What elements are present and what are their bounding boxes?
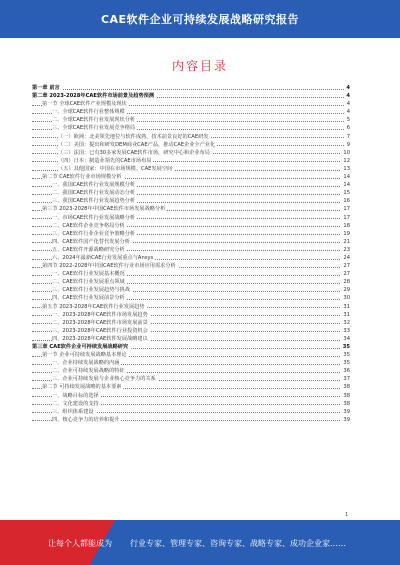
footer-slogan-right: 行业专家、管理专家、咨询专家、战略专家、成功企业家…… bbox=[130, 539, 346, 548]
report-title: CAE软件企业可持续发展战略研究报告 bbox=[100, 13, 300, 26]
toc-entry-page: 6 bbox=[346, 125, 350, 132]
toc-entry-title: （三）法国：已有30多家发展CAE软件市场，研究中心和企业布局 bbox=[58, 149, 210, 156]
toc-entry-page: 4 bbox=[346, 85, 350, 91]
toc-entry-title: 第三章 CAE软件企业可持续发展战略研究 bbox=[32, 344, 129, 350]
toc-entry[interactable] bbox=[32, 416, 350, 424]
toc-entry[interactable] bbox=[32, 278, 350, 286]
toc-entry-page: 13 bbox=[343, 165, 350, 172]
toc-entry-page: 29 bbox=[343, 287, 350, 294]
toc-entry[interactable] bbox=[32, 270, 350, 278]
toc-entry-page: 14 bbox=[343, 182, 350, 189]
toc-entry-page: 16 bbox=[343, 198, 350, 205]
toc-entry-page: 35 bbox=[342, 344, 350, 350]
toc-entry[interactable] bbox=[32, 286, 350, 294]
toc-entry-title: 四、CAE软件国产化替代发展分析 bbox=[52, 238, 130, 245]
toc-entry[interactable] bbox=[32, 214, 350, 222]
toc-entry-title: 第一节 全球CAE软件产业规模及现状 bbox=[42, 101, 127, 108]
toc-entry-page: 27 bbox=[343, 263, 350, 270]
toc-entry-title: 第四节 2022-2028年中国CAE软件行业市场应用需求分析 bbox=[42, 263, 176, 270]
toc-entry[interactable] bbox=[32, 100, 350, 108]
toc-entry-title: 第三节 2023-2028年中国CAE软件市场发展战略分析 bbox=[42, 206, 166, 213]
toc-entry-title: 第一章 前言 bbox=[32, 85, 60, 91]
table-of-contents bbox=[32, 84, 350, 424]
toc-entry[interactable] bbox=[32, 116, 350, 124]
toc-entry-page: 19 bbox=[343, 230, 350, 237]
toc-entry-page: 4 bbox=[346, 109, 350, 116]
toc-entry[interactable] bbox=[32, 262, 350, 270]
toc-entry-title: 一、企业持续发展战略的内涵 bbox=[52, 360, 120, 367]
toc-entry-page: 15 bbox=[343, 190, 350, 197]
toc-entry-page: 9 bbox=[346, 141, 350, 148]
toc-entry[interactable] bbox=[32, 392, 350, 400]
toc-entry[interactable] bbox=[32, 173, 350, 181]
toc-entry[interactable] bbox=[32, 222, 350, 230]
toc-entry-title: 一、市场CAE软件行业发展战略分析 bbox=[52, 214, 136, 221]
toc-entry[interactable] bbox=[32, 181, 350, 189]
toc-entry-title: 二、全球CAE软件行业发展现状分析 bbox=[52, 117, 136, 124]
toc-entry[interactable] bbox=[32, 165, 350, 173]
toc-entry-title: 五、CAE软件开源战略研究分析 bbox=[52, 246, 125, 253]
toc-entry[interactable] bbox=[32, 230, 350, 238]
toc-entry-title: 二、2023-2028年CAE软件市场发展前景 bbox=[52, 319, 148, 326]
toc-entry-page: 4 bbox=[346, 93, 350, 100]
toc-entry[interactable] bbox=[32, 197, 350, 205]
toc-entry[interactable] bbox=[32, 133, 350, 141]
toc-entry-title: 二、企业可持续发展战略的特征 bbox=[52, 368, 125, 375]
toc-entry[interactable] bbox=[32, 367, 350, 375]
toc-entry-title: 三、企业可持续发展与企业核心竞争力的关系 bbox=[52, 376, 156, 383]
toc-entry[interactable] bbox=[32, 383, 350, 391]
toc-entry[interactable] bbox=[32, 335, 350, 343]
toc-entry-page: 38 bbox=[343, 400, 350, 407]
toc-entry-page: 18 bbox=[343, 222, 350, 229]
toc-entry[interactable] bbox=[32, 254, 350, 262]
toc-entry-title: 三、CAE软件行业发展趋势与挑战 bbox=[52, 287, 130, 294]
toc-entry[interactable] bbox=[32, 319, 350, 327]
toc-entry-title: 三、组织体系建设 bbox=[52, 408, 94, 415]
toc-heading: 内容目录 bbox=[171, 59, 228, 73]
toc-entry-title: 第二节 可持续发展战略的基本要素 bbox=[42, 384, 122, 391]
toc-entry-page: 34 bbox=[343, 335, 350, 342]
toc-entry-title: 第二节 CAE软件行业市场规模分析 bbox=[42, 174, 122, 181]
toc-entry-title: 二、CAE软件企业竞争格局分析 bbox=[52, 222, 125, 229]
toc-entry-title: （四）日本：制造业领先的CAE市场布局 bbox=[58, 157, 152, 164]
toc-entry-title: 四、核心竞争力的培养和提升 bbox=[52, 416, 120, 423]
toc-entry-title: 二、文化建设的支持 bbox=[52, 400, 99, 407]
toc-entry-page: 31 bbox=[343, 311, 350, 318]
toc-entry-title: 一、全球CAE软件行业整体规模 bbox=[52, 109, 125, 116]
report-header bbox=[0, 0, 400, 38]
toc-entry-page: 7 bbox=[346, 133, 350, 140]
toc-entry[interactable] bbox=[32, 189, 350, 197]
toc-entry-title: 二、CAE软件行业发展重点领域 bbox=[52, 279, 125, 286]
toc-entry-title: 第二章 2023-2028年CAE软件市场前景及趋势预测 bbox=[32, 93, 155, 100]
toc-entry-page: 27 bbox=[343, 271, 350, 278]
toc-entry[interactable] bbox=[32, 246, 350, 254]
toc-entry-title: 第五节 2023-2028年CAE软件行业发展趋势 bbox=[42, 303, 145, 310]
toc-entry-page: 17 bbox=[343, 206, 350, 213]
toc-entry[interactable] bbox=[32, 238, 350, 246]
toc-entry-title: 一、战略目标的选择 bbox=[52, 392, 99, 399]
toc-entry-page: 31 bbox=[343, 303, 350, 310]
toc-entry[interactable] bbox=[32, 294, 350, 302]
toc-entry[interactable] bbox=[32, 327, 350, 335]
toc-entry-page: 12 bbox=[343, 157, 350, 164]
toc-entry-page: 24 bbox=[343, 254, 350, 261]
toc-entry[interactable] bbox=[32, 84, 350, 92]
toc-entry[interactable] bbox=[32, 149, 350, 157]
toc-entry-page: 39 bbox=[343, 416, 350, 423]
toc-entry-page: 21 bbox=[343, 238, 350, 245]
toc-entry-title: 三、我国CAE软件行业发展趋势分析 bbox=[52, 198, 136, 205]
toc-entry-page: 17 bbox=[343, 214, 350, 221]
footer-banner bbox=[0, 520, 400, 565]
toc-entry-page: 32 bbox=[343, 319, 350, 326]
toc-entry-page: 4 bbox=[346, 101, 350, 108]
toc-entry-page: 38 bbox=[343, 392, 350, 399]
toc-entry[interactable] bbox=[32, 359, 350, 367]
toc-entry-page: 37 bbox=[343, 376, 350, 383]
toc-entry-title: （二）美国：提出和研发DEM商业CAE产品，推动CAE企业全产业化 bbox=[58, 141, 216, 148]
toc-entry-title: （一）欧洲：北美领先地位与软件成熟，技术前景良好的CAE研发 bbox=[58, 133, 209, 140]
toc-entry[interactable] bbox=[32, 141, 350, 149]
toc-entry-page: 30 bbox=[343, 295, 350, 302]
toc-entry-page: 14 bbox=[343, 174, 350, 181]
toc-entry[interactable] bbox=[32, 311, 350, 319]
toc-entry-title: 四、2023-2028年CAE软件发展战略建议 bbox=[52, 335, 148, 342]
toc-entry-page: 5 bbox=[346, 117, 350, 124]
toc-entry-title: 三、CAE软件行业企业竞争策略分析 bbox=[52, 230, 136, 237]
toc-entry-page: 35 bbox=[343, 352, 350, 359]
page-mark: 1 bbox=[345, 512, 349, 518]
toc-entry-page: 10 bbox=[343, 149, 350, 156]
toc-entry[interactable] bbox=[32, 303, 350, 311]
toc-entry-title: 一、CAE软件行业发展基本概况 bbox=[52, 271, 125, 278]
toc-entry-page: 28 bbox=[343, 279, 350, 286]
toc-entry-page: 33 bbox=[343, 327, 350, 334]
toc-entry[interactable] bbox=[32, 157, 350, 165]
toc-entry-page: 35 bbox=[343, 360, 350, 367]
toc-entry-title: （五）其他国家：中国在市场规模、CAE发展空间 bbox=[58, 165, 173, 172]
toc-entry-title: 一、我国CAE软件行业发展规模分析 bbox=[52, 182, 136, 189]
toc-entry[interactable] bbox=[32, 205, 350, 213]
toc-entry[interactable] bbox=[32, 92, 350, 100]
toc-entry-title: 二、我国CAE软件行业发展动态分析 bbox=[52, 190, 136, 197]
toc-entry[interactable] bbox=[32, 400, 350, 408]
toc-entry[interactable] bbox=[32, 124, 350, 132]
footer-slogan-left: 让每个人都能成为 bbox=[48, 539, 112, 548]
toc-entry-page: 36 bbox=[343, 368, 350, 375]
toc-entry-title: 一、2023-2028年CAE软件市场发展趋势 bbox=[52, 311, 148, 318]
toc-entry[interactable] bbox=[32, 351, 350, 359]
toc-entry-page: 23 bbox=[343, 246, 350, 253]
toc-entry-title: 三、全球CAE软件行业发展竞争格局 bbox=[52, 125, 136, 132]
toc-entry-title: 四、CAE软件行业发展前景分析 bbox=[52, 295, 125, 302]
toc-entry[interactable] bbox=[32, 108, 350, 116]
toc-entry-page: 39 bbox=[343, 408, 350, 415]
toc-entry-page: 38 bbox=[343, 384, 350, 391]
toc-entry[interactable] bbox=[32, 375, 350, 383]
toc-entry-title: 六、2024年最新CAE行业发展重点与Ansys bbox=[52, 254, 154, 261]
toc-entry[interactable] bbox=[32, 343, 350, 351]
toc-entry[interactable] bbox=[32, 408, 350, 416]
toc-entry-title: 第一节 企业可持续发展战略基本理论 bbox=[42, 352, 127, 359]
toc-entry-title: 三、2023-2028年CAE软件行业投资机会 bbox=[52, 327, 148, 334]
